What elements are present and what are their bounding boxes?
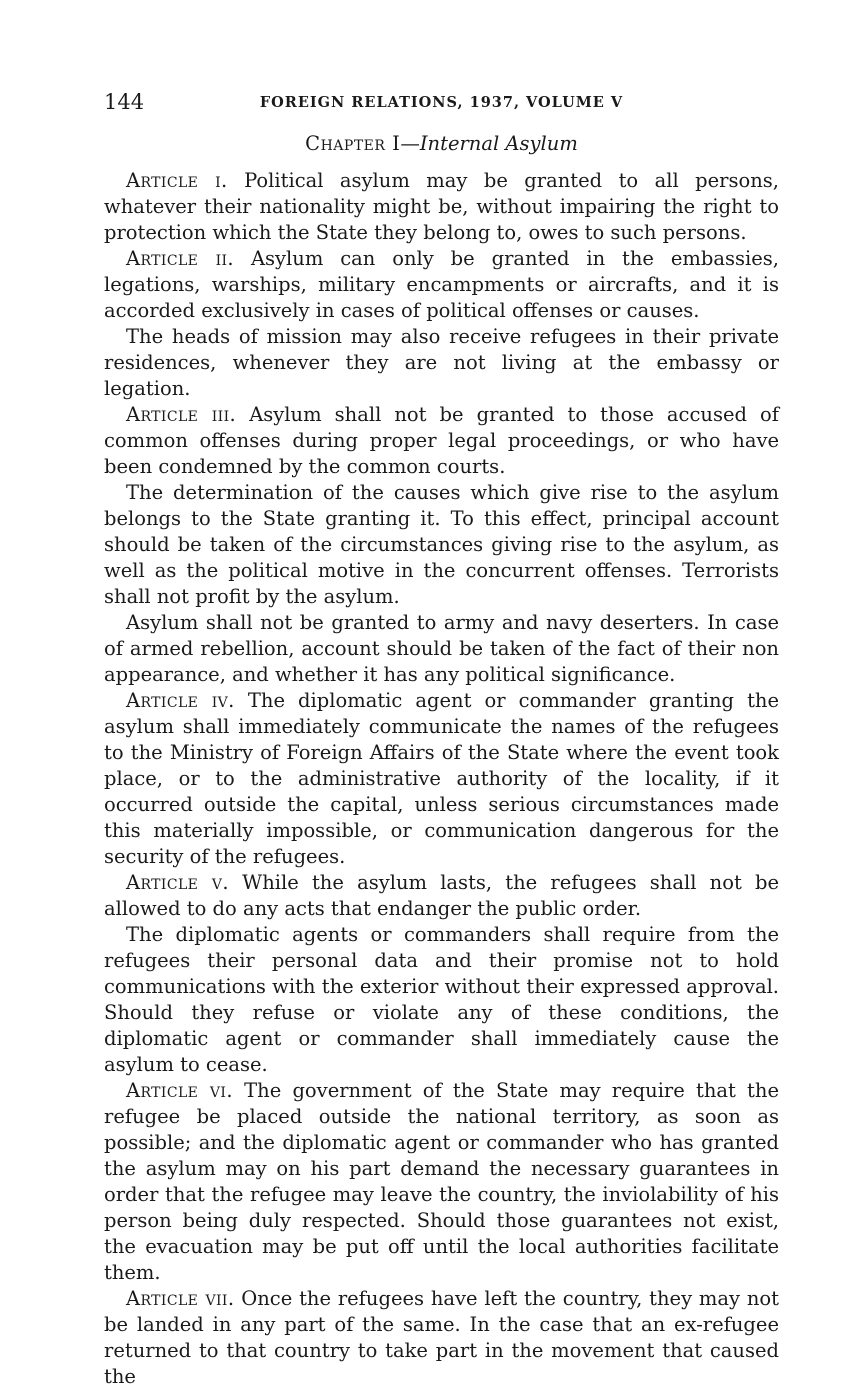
- article-label: Article vii.: [126, 1287, 235, 1310]
- page-number: 144: [104, 90, 145, 114]
- paragraph-text: Asylum shall not be granted to army and navy deserters. In case of armed rebellion, account should be taken of the fact of their non appearance, and whether it has any political significance.: [104, 611, 779, 686]
- paragraph-text: The government of the State may require that the refugee be placed outside the national territory, as soon as possible; and the diplomatic agent or commander who has granted the asylum may on his part demand the necessary guarantees in order that the refugee may leave the country, the inviolability of his person being duly respected. Should those guarantees not exist, the evacuation may be put off until the local authorities facilitate them.: [104, 1079, 779, 1284]
- article-label: Article v.: [126, 871, 229, 894]
- chapter-heading: [104, 132, 779, 155]
- article-3-continuation-paragraph: [104, 480, 779, 610]
- article-4-paragraph: [104, 688, 779, 870]
- article-label: Article iv.: [126, 689, 235, 712]
- article-label: Article i.: [126, 169, 228, 192]
- paragraph-text: The determination of the causes which give rise to the asylum belongs to the State granting it. To this effect, principal account should be taken of the circumstances giving rise to the asylum, as well as the political motive in the concurrent offenses. Terrorists shall not profit by the asylum.: [104, 481, 779, 608]
- paragraph-text: The diplomatic agent or commander granting the asylum shall immediately communicate the names of the refugees to the Ministry of Foreign Affairs of the State where the event took place, or to the administrative authority of the locality, if it occurred outside the capital, unless serious circumstances made this materially impossible, or communication dangerous for the security of the refugees.: [104, 689, 780, 868]
- paragraph-text: Political asylum may be granted to all persons, whatever their nationality might be, without impairing the right to protection which the State they belong to, owes to such persons.: [104, 169, 779, 244]
- chapter-subtitle: Internal Asylum: [419, 132, 578, 155]
- article-3-paragraph: [104, 402, 779, 480]
- paragraph-text: While the asylum lasts, the refugees shall not be allowed to do any acts that endanger the public order.: [104, 871, 779, 920]
- running-head: [104, 88, 779, 122]
- article-3-continuation-paragraph: [104, 610, 779, 688]
- article-label: Article vi.: [126, 1079, 233, 1102]
- article-label: Article ii.: [126, 247, 235, 270]
- paragraph-text: The diplomatic agents or commanders shall require from the refugees their personal data and their promise not to hold communications with the exterior without their expressed approval. Should they refuse or violate any of these conditions, the diplomatic agent or commander shall immediately cause the asylum to cease.: [104, 923, 779, 1076]
- article-1-paragraph: [104, 168, 779, 246]
- article-5-paragraph: [104, 870, 779, 922]
- body-text: [104, 168, 779, 1390]
- article-2-paragraph: [104, 246, 779, 324]
- article-6-paragraph: [104, 1078, 779, 1286]
- chapter-separator: —: [400, 132, 420, 155]
- document-page: [104, 88, 779, 1390]
- article-5-continuation-paragraph: [104, 922, 779, 1078]
- paragraph-text: The heads of mission may also receive refugees in their private residences, whenever they are not living at the embassy or legation.: [104, 325, 779, 400]
- paragraph-text: Once the refugees have left the country, they may not be landed in any part of the same. In the case that an ex-refugee returned to that country to take part in the movement that caused the: [104, 1287, 779, 1388]
- running-head-title: FOREIGN RELATIONS, 1937, VOLUME V: [259, 94, 624, 111]
- paragraph-text: Asylum can only be granted in the embassies, legations, warships, military encampments or aircrafts, and it is accorded exclusively in cases of political offenses or causes.: [104, 247, 779, 322]
- paragraph-text: Asylum shall not be granted to those accused of common offenses during proper legal proceedings, or who have been condemned by the common courts.: [104, 403, 779, 478]
- article-label: Article iii.: [126, 403, 237, 426]
- chapter-label: Chapter I: [305, 132, 401, 155]
- article-2-continuation-paragraph: [104, 324, 779, 402]
- article-7-paragraph: [104, 1286, 779, 1390]
